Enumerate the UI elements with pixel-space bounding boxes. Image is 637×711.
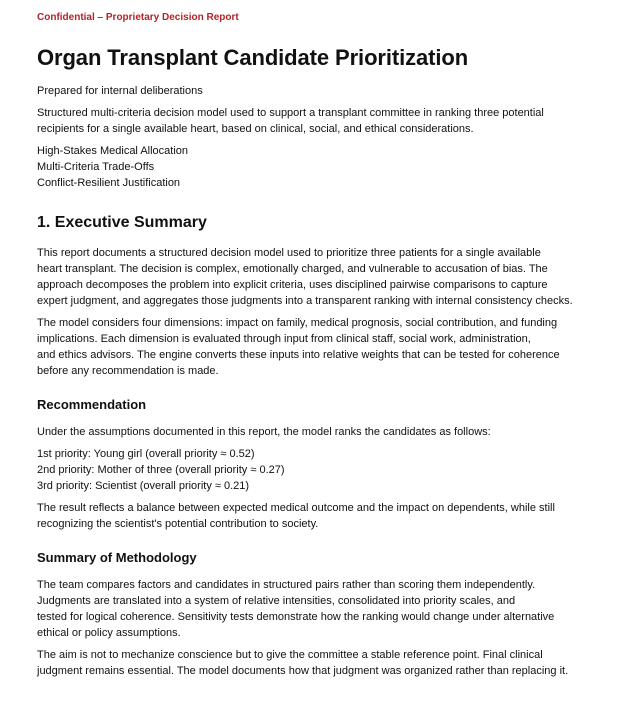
priority-list <box>37 446 607 494</box>
paragraph-line: The model considers four dimensions: impact on family, medical prognosis, social contribution, and funding <box>37 317 558 329</box>
priority-item: 1st priority: Young girl (overall priority ≈ 0.52) <box>37 448 255 460</box>
intro-paragraph <box>37 105 607 137</box>
paragraph-line: recognizing the scientist's potential contribution to society. <box>37 518 319 530</box>
paragraph-line: approach decomposes the problem into explicit criteria, uses disciplined pairwise comparisons to capture <box>37 279 548 291</box>
paragraph-line: The team compares factors and candidates in structured pairs rather than scoring them independently. <box>37 579 536 591</box>
paragraph-line: implications. Each dimension is evaluated through input from clinical staff, social work, administration, <box>37 333 531 345</box>
paragraph-line: and ethics advisors. The engine converts these inputs into relative weights that can be tested for coherence <box>37 349 560 361</box>
paragraph-line: judgment remains essential. The model documents how that judgment was organized rather than replacing it. <box>37 665 569 677</box>
recommendation-intro: Under the assumptions documented in this report, the model ranks the candidates as follows: <box>37 426 491 438</box>
paragraph-line: This report documents a structured decision model used to prioritize three patients for a single available <box>37 247 541 259</box>
paragraph-line: expert judgment, and aggregates those judgments into a transparent ranking with internal consistency checks. <box>37 295 573 307</box>
paragraph-line: before any recommendation is made. <box>37 365 219 377</box>
section-heading-executive-summary: 1. Executive Summary <box>37 214 207 231</box>
prepared-note: Prepared for internal deliberations <box>37 85 203 97</box>
intro-line: recipients for a single available heart, based on clinical, social, and ethical considerations. <box>37 123 474 135</box>
executive-summary-paragraph <box>37 245 607 309</box>
priority-item: 2nd priority: Mother of three (overall priority ≈ 0.27) <box>37 464 285 476</box>
paragraph-line: ethical or policy assumptions. <box>37 627 181 639</box>
tag-item: High-Stakes Medical Allocation <box>37 145 189 157</box>
tag-list <box>37 143 607 191</box>
methodology-paragraph <box>37 647 607 679</box>
paragraph-line: tested for logical coherence. Sensitivity tests demonstrate how the ranking would change under alternative <box>37 611 555 623</box>
tag-item: Conflict-Resilient Justification <box>37 177 181 189</box>
methodology-paragraph <box>37 577 607 641</box>
recommendation-result <box>37 500 607 532</box>
intro-line: Structured multi-criteria decision model used to support a transplant committee in ranking three potential <box>37 107 544 119</box>
page-title: Organ Transplant Candidate Prioritization <box>37 45 469 70</box>
confidential-label: Confidential – Proprietary Decision Report <box>37 12 239 23</box>
tag-item: Multi-Criteria Trade-Offs <box>37 161 155 173</box>
paragraph-line: The aim is not to mechanize conscience but to give the committee a stable reference point. Final clinical <box>37 649 543 661</box>
paragraph-line: heart transplant. The decision is complex, emotionally charged, and vulnerable to accusation of bias. The <box>37 263 548 275</box>
executive-summary-paragraph <box>37 315 607 379</box>
paragraph-line: Judgments are translated into a system of relative intensities, consolidated into priority scales, and <box>37 595 516 607</box>
section-heading-recommendation: Recommendation <box>37 397 147 412</box>
paragraph-line: The result reflects a balance between expected medical outcome and the impact on dependents, while still <box>37 502 555 514</box>
section-heading-methodology: Summary of Methodology <box>37 550 197 565</box>
priority-item: 3rd priority: Scientist (overall priority ≈ 0.21) <box>37 480 250 492</box>
